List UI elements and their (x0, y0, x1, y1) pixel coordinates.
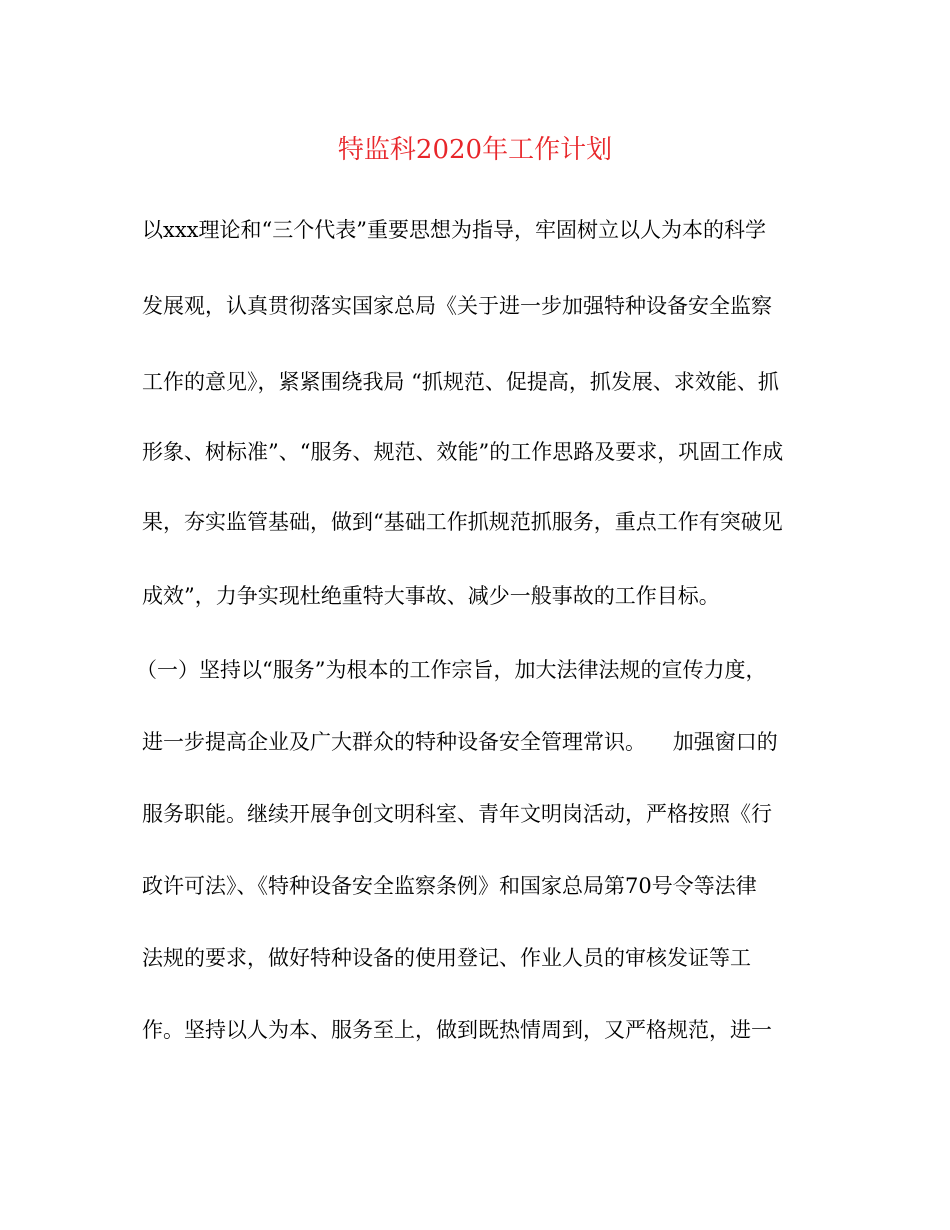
body-text-line: 法规的要求，做好特种设备的使用登记、作业人员的审核发证等工 (142, 946, 751, 970)
body-text-line: 发展观，认真贯彻落实国家总局《关于进一步加强特种设备安全监察 (142, 294, 772, 318)
document-title: 特监科2020年工作计划 (337, 135, 613, 165)
body-text-line: 政许可法》、《特种设备安全监察条例》和国家总局第70号令等法律 (142, 874, 757, 898)
section-heading-line: （一）坚持以“服务”为根本的工作宗旨，加大法律法规的宣传力度， (136, 658, 767, 682)
body-text-line: 以xxx理论和“三个代表”重要思想为指导，牢固树立以人为本的科学 (142, 218, 766, 242)
body-text-line: 进一步提高企业及广大群众的特种设备安全管理常识。 加强窗口的 (142, 730, 778, 754)
body-text-line: 作。坚持以人为本、服务至上，做到既热情周到，又严格规范，进一 (142, 1018, 772, 1042)
body-text-line: 果，夯实监管基础，做到“基础工作抓规范抓服务，重点工作有突破见 (142, 510, 783, 534)
body-text-line: 成效”，力争实现杜绝重特大事故、减少一般事故的工作目标。 (142, 584, 720, 608)
body-text-line: 形象、树标准”、“服务、规范、效能”的工作思路及要求，巩固工作成 (142, 440, 784, 464)
body-text-line: 工作的意见》，紧紧围绕我局 “抓规范、促提高，抓发展、求效能、抓 (142, 370, 779, 394)
body-text-line: 服务职能。继续开展争创文明科室、青年文明岗活动，严格按照《行 (142, 802, 772, 826)
